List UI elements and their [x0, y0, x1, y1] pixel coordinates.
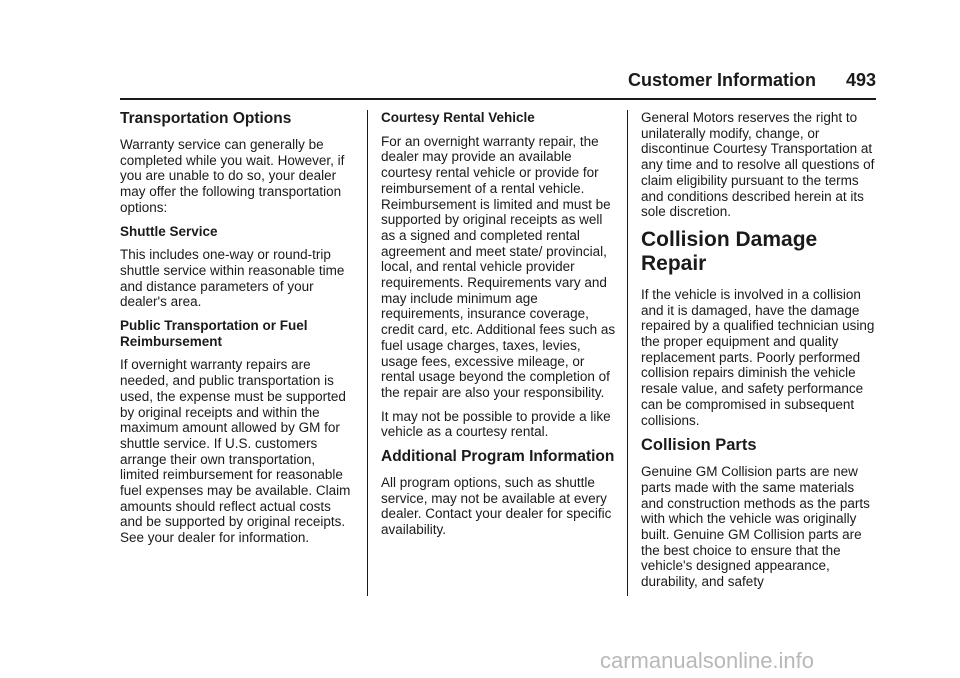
column-2 [381, 110, 617, 546]
paragraph-additional-program: All program options, such as shuttle service, may not be available at every dealer. Contact your dealer for specific availability. [381, 475, 612, 538]
paragraph-collision-parts: Genuine GM Collision parts are new parts made with the same materials and construction methods as the parts with which the vehicle was originally built. Genuine GM Collision parts are the best choice to ensure that the vehicle's designed appearance, durability, and safety [641, 464, 870, 590]
paragraph-shuttle: This includes one-way or round-trip shuttle service within reasonable time and distance parameters of your dealer's area. [120, 247, 345, 310]
site-watermark: carmanualsonline.info [600, 648, 815, 673]
subheading-courtesy-rental: Courtesy Rental Vehicle [381, 110, 535, 125]
paragraph-collision-damage: If the vehicle is involved in a collision and it is damaged, have the damage repaired by a qualified technician using the proper equipment and quality replacement parts. Poorly performed collision repairs diminish the vehicle resale value, and safety performance can be compromised in subsequent collisions. [641, 286, 875, 428]
running-title: Customer Information [627, 70, 816, 90]
column-divider-1 [367, 110, 368, 596]
column-divider-2 [627, 110, 628, 596]
paragraph-courtesy-rental: For an overnight warranty repair, the dealer may provide an available courtesy rental vehicle or provide for reimbursement of a rental vehicle. Reimbursement is limited and must be supported by original receipts as well as a signed and completed rental agreement and meet state/ provincial, local, and rental vehicle provider requirements. Requirements vary and may include minimum age requirements, insurance coverage, credit card, etc. Additional fees such as fuel usage charges, taxes, levies, usage fees, excessive mileage, or rental usage beyond the completion of the repair are also your responsibility. [381, 133, 616, 400]
header-rule [120, 98, 876, 100]
column-3 [641, 110, 877, 598]
paragraph-like-vehicle: It may not be possible to provide a like vehicle as a courtesy rental. [381, 408, 611, 440]
section-heading-transportation: Transportation Options [120, 110, 292, 127]
subheading-shuttle: Shuttle Service [120, 223, 218, 239]
paragraph-transportation-intro: Warranty service can generally be completed while you wait. However, if you are unable to do so, your dealer may offer the following transportation options: [120, 137, 345, 215]
column-1 [120, 110, 356, 554]
paragraph-public-transport: If overnight warranty repairs are needed, and public transportation is used, the expense must be supported by original receipts and within the maximum amount allowed by GM for shuttle service. If U.S. customers arrange their own transportation, limited reimbursement for reasonable fuel expenses may be available. Claim amounts should reflect actual costs and be supported by original receipts. See your dealer for information. [120, 357, 351, 546]
section-heading-additional-program: Additional Program Information [381, 448, 615, 466]
subheading-public-transport: Public Transportation or Fuel Reimbursement [120, 318, 308, 349]
paragraph-gm-reserves: General Motors reserves the right to unilaterally modify, change, or discontinue Courtesy Transportation at any time and to resolve all questions of claim eligibility pursuant to the terms and conditions described herein at its sole discretion. [641, 110, 875, 220]
page-header [120, 70, 876, 98]
page-number: 493 [845, 70, 876, 90]
section-heading-collision-parts: Collision Parts [641, 436, 757, 455]
section-heading-collision-damage: Collision Damage Repair [641, 227, 818, 275]
